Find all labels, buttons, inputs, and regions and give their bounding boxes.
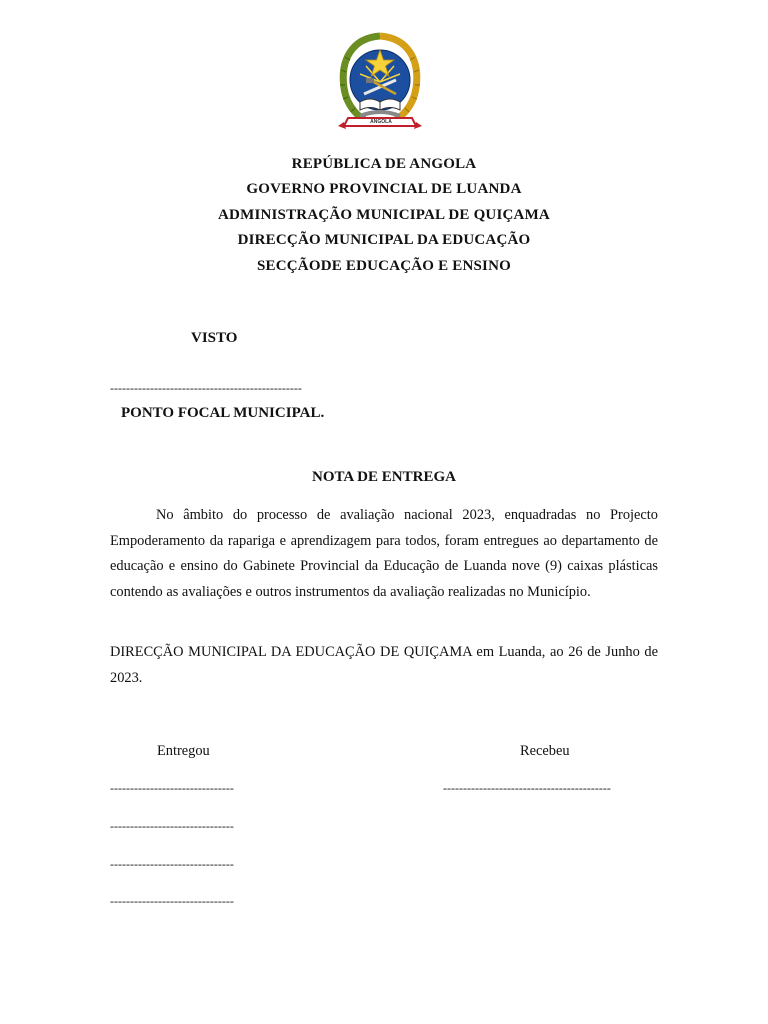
entregou-signature-line-1: ------------------------------- (110, 781, 234, 795)
entregou-signature-line-2: ------------------------------- (110, 819, 234, 833)
emblem-ribbon-text: ANGOLA (370, 119, 392, 125)
header-line-municipal-administration: ADMINISTRAÇÃO MUNICIPAL DE QUIÇAMA (218, 206, 550, 223)
visto-label: VISTO (191, 330, 238, 346)
visto-signature-line: ------------------------------------------------ (110, 381, 302, 395)
header-line-education-section: SECÇÃODE EDUCAÇÃO E ENSINO (257, 257, 511, 274)
document-title: NOTA DE ENTREGA (312, 469, 456, 485)
recebeu-label: Recebeu (520, 743, 570, 759)
delivery-paragraph: No âmbito do processo de avaliação nacional 2023, enquadradas no Projecto Empoderamento da rapariga e aprendizagem para todos, foram entregues ao departamento de educação e ensino do Gabinete Provincial da Educação de Luanda nove (9) caixas plásticas contendo as avaliações e outros instrumentos da avaliação realizadas no Município. (110, 507, 658, 600)
header-line-provincial-government: GOVERNO PROVINCIAL DE LUANDA (246, 181, 522, 198)
institution-header (0, 152, 768, 279)
entregou-signature-line-4: ------------------------------- (110, 894, 234, 908)
entregou-signature-line-3: ------------------------------- (110, 857, 234, 871)
recebeu-signature-line: ------------------------------------------ (443, 781, 611, 795)
entregou-label: Entregou (157, 743, 210, 759)
header-line-republic: REPÚBLICA DE ANGOLA (291, 156, 477, 172)
header-line-education-directorate: DIRECÇÃO MUNICIPAL DA EDUCAÇÃO (237, 232, 531, 249)
visto-signatory: PONTO FOCAL MUNICIPAL. (121, 405, 325, 421)
place-date-paragraph: DIRECÇÃO MUNICIPAL DA EDUCAÇÃO DE QUIÇAMA em Luanda, ao 26 de Junho de 2023. (110, 644, 658, 686)
